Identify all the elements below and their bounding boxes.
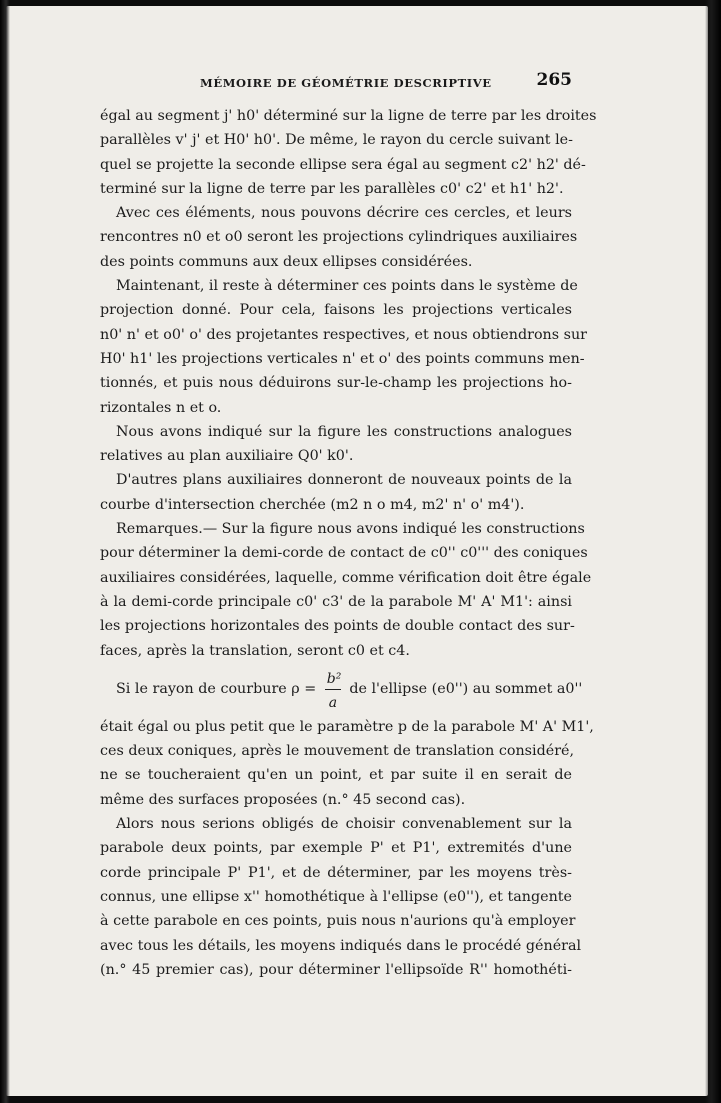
text-line: H0' h1' les projections verticales n' et o' des points communs men- — [100, 350, 585, 367]
paragraph-3 — [100, 274, 588, 420]
text-line: faces, après la translation, seront c0 et c4. — [100, 642, 410, 659]
text-line: tionnés, et puis nous déduirons sur-le-champ les projections ho- — [100, 375, 572, 392]
text-line: Alors nous serions obligés de choisir convenablement sur la — [116, 816, 572, 833]
formula-line — [100, 663, 583, 715]
text-line: ces deux coniques, après le mouvement de translation considéré, — [100, 743, 575, 760]
text-line: Remarques.— Sur la figure nous avons indiqué les constructions — [116, 521, 585, 538]
text-line: rizontales n et o. — [100, 399, 222, 416]
body-text — [100, 104, 597, 982]
paragraph-2 — [100, 201, 578, 274]
text-line: à la demi-corde principale c0' c3' de la parabole M' A' M1': ainsi — [100, 593, 572, 610]
paragraph-1 — [100, 104, 597, 201]
paragraph-8 — [100, 812, 582, 982]
text-line: parallèles v' j' et H0' h0'. De même, le rayon du cercle suivant le- — [100, 132, 573, 149]
text-line: courbe d'intersection cherchée (m2 n o m4, m2' n' o' m4'). — [100, 496, 525, 513]
text-line: Avec ces éléments, nous pouvons décrire ces cercles, et leurs — [116, 205, 572, 222]
text-line: quel se projette la seconde ellipse sera égal au segment c2' h2' dé- — [100, 156, 586, 173]
text-line: Nous avons indiqué sur la figure les constructions analogues — [116, 423, 572, 440]
text-line: n0' n' et o0' o' des projetantes respectives, et nous obtiendrons sur — [100, 326, 588, 343]
text-line: pour déterminer la demi-corde de contact de c0'' c0''' des coniques — [100, 545, 588, 562]
text-line: les projections horizontales des points de double contact des sur- — [100, 618, 575, 635]
text-line: terminé sur la ligne de terre par les parallèles c0' c2' et h1' h2'. — [100, 180, 564, 197]
text-line: ne se toucheraient qu'en un point, et par suite il en serait de — [100, 767, 572, 784]
text-line: relatives au plan auxiliaire Q0' k0'. — [100, 448, 354, 465]
text-line: des points communs aux deux ellipses considérées. — [100, 253, 473, 270]
text-line: auxiliaires considérées, laquelle, comme vérification doit être égale — [100, 569, 592, 586]
paragraph-5 — [100, 468, 572, 517]
formula-trail-text: de l'ellipse (e0'') au sommet a0'' — [349, 680, 583, 697]
text-line: projection donné. Pour cela, faisons les projections verticales — [100, 302, 572, 319]
text-line: Maintenant, il reste à déterminer ces points dans le système de — [116, 278, 578, 295]
text-line: avec tous les détails, les moyens indiqués dans le procédé général — [100, 937, 582, 954]
text-line: parabole deux points, par exemple P' et P1', extremités d'une — [100, 840, 572, 857]
text-line: (n.° 45 premier cas), pour déterminer l'ellipsoïde R'' homothéti- — [100, 961, 572, 978]
text-line: même des surfaces proposées (n.° 45 second cas). — [100, 791, 466, 808]
scan-edge-left — [0, 0, 10, 1103]
running-head: MÉMOIRE DE GÉOMÉTRIE DESCRIPTIVE — [200, 76, 492, 90]
paragraph-4 — [100, 420, 572, 469]
scan-edge-right — [705, 0, 721, 1103]
page-header — [100, 70, 572, 98]
text-line: connus, une ellipse x'' homothétique à l'ellipse (e0''), et tangente — [100, 888, 572, 905]
fraction-numerator: b² — [326, 670, 342, 687]
text-line: corde principale P' P1', et de déterminer, par les moyens très- — [100, 864, 572, 881]
text-line: à cette parabole en ces points, puis nous n'aurions qu'à employer — [100, 913, 576, 930]
text-line: rencontres n0 et o0 seront les projections cylindriques auxiliaires — [100, 229, 578, 246]
page-number: 265 — [536, 70, 572, 90]
text-line: était égal ou plus petit que le paramètre p de la parabole M' A' M1', — [100, 718, 594, 735]
paragraph-6 — [100, 517, 592, 663]
text-line: égal au segment j' h0' déterminé sur la ligne de terre par les droites — [100, 108, 597, 124]
fraction-denominator: a — [328, 694, 338, 711]
formula-fraction — [325, 663, 341, 715]
paragraph-7 — [100, 715, 594, 812]
formula-lead-text: Si le rayon de courbure ρ = — [116, 680, 317, 697]
text-line: D'autres plans auxiliaires donneront de nouveaux points de la — [116, 472, 572, 489]
